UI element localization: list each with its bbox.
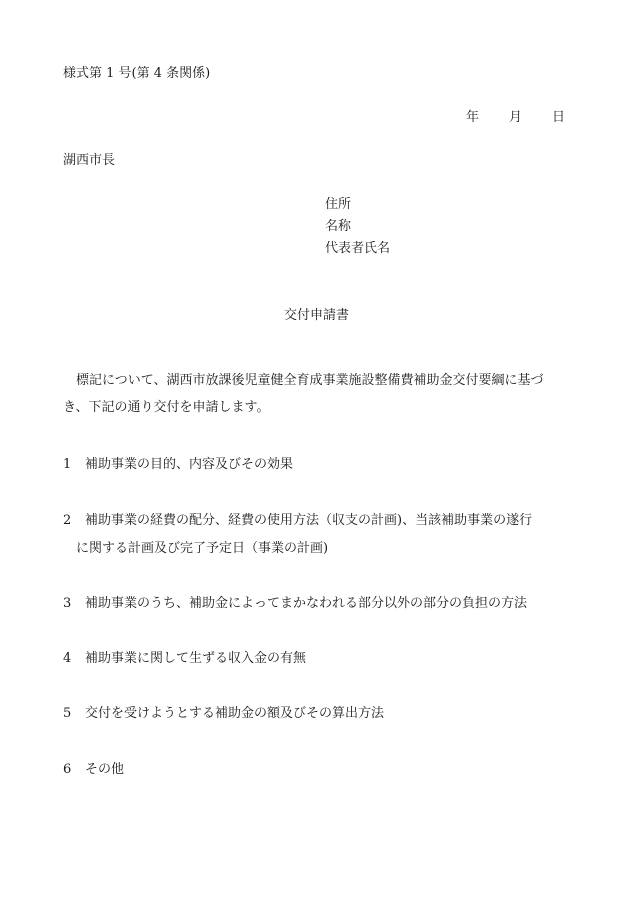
item-number: 4: [63, 651, 72, 666]
body-line-1: 標記について、湖西市放課後児童健全育成事業施設整備費補助金交付要綱に基づ: [76, 373, 544, 388]
list-item-continuation: に関する計画及び完了予定日（事業の計画): [76, 541, 329, 556]
applicant-representative-label: 代表者氏名: [325, 241, 391, 256]
item-number: 5: [63, 706, 72, 721]
addressee: 湖西市長: [63, 153, 116, 168]
list-item: [63, 760, 124, 780]
body-line-2: き、下記の通り交付を申請します。: [63, 400, 270, 415]
item-text: その他: [85, 762, 125, 777]
list-item: [63, 594, 527, 614]
item-text: 補助事業のうち、補助金によってまかなわれる部分以外の部分の負担の方法: [85, 596, 528, 611]
item-number: 6: [63, 762, 72, 777]
list-item: [63, 649, 306, 669]
date-month: 月: [509, 110, 523, 125]
item-text: 交付を受けようとする補助金の額及びその算出方法: [85, 706, 385, 721]
applicant-name-label: 名称: [325, 219, 352, 234]
item-number: 3: [63, 596, 72, 611]
form-label: 様式第 1 号(第 4 条関係): [63, 66, 211, 81]
list-item: [63, 511, 532, 531]
item-text: 補助事業に関して生ずる収入金の有無: [85, 651, 307, 666]
list-item: [63, 704, 384, 724]
item-number: 1: [63, 457, 72, 472]
date-line: [466, 108, 565, 128]
document-title: 交付申請書: [284, 308, 350, 323]
item-text: 補助事業の経費の配分、経費の使用方法（収支の計画)、当該補助事業の遂行: [85, 513, 533, 528]
date-year: 年: [466, 110, 480, 125]
applicant-address-label: 住所: [325, 197, 352, 212]
item-text: 補助事業の目的、内容及びその効果: [85, 457, 294, 472]
list-item: [63, 455, 293, 475]
item-number: 2: [63, 513, 72, 528]
date-day: 日: [552, 110, 566, 125]
